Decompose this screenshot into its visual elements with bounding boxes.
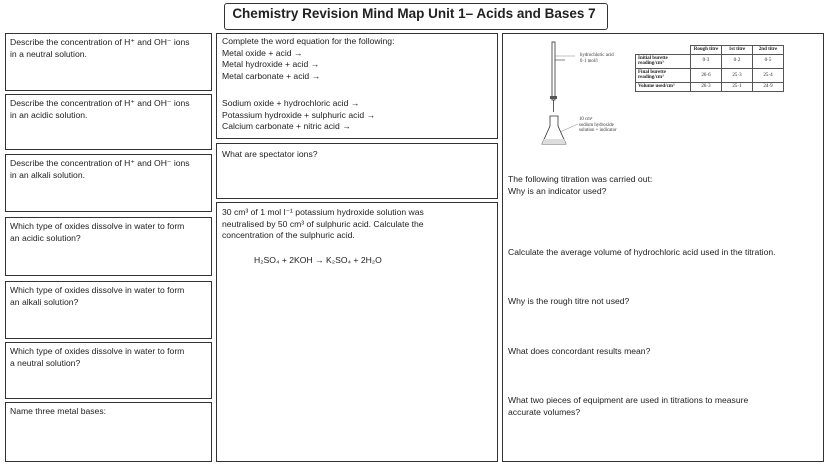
question-text: a neutral solution? <box>10 357 81 368</box>
table-cell: 0·3 <box>691 54 722 68</box>
spectator-ions-box <box>216 143 498 199</box>
question-text: an alkali solution? <box>10 296 79 307</box>
calculation-text: concentration of the sulphuric acid. <box>222 230 355 240</box>
calculation-text: 30 cm³ of 1 mol l⁻¹ potassium hydroxide solution was <box>222 207 424 217</box>
table-cell: 26·6 <box>691 68 722 82</box>
word-equation-line: Metal oxide + acid → <box>222 47 303 58</box>
table-cell: 0·5 <box>753 54 784 68</box>
titration-question: accurate volumes? <box>508 406 581 417</box>
titration-question: The following titration was carried out: <box>508 174 653 184</box>
question-box-acidic-ions <box>5 94 212 150</box>
question-text: in an acidic solution. <box>10 109 88 120</box>
table-row <box>636 68 784 82</box>
word-equation-line: Metal hydroxide + acid → <box>222 59 320 69</box>
question-text: in a neutral solution. <box>10 48 87 59</box>
question-text: Describe the concentration of H⁺ and OH⁻ ions <box>10 98 190 108</box>
titration-question: Why is an indicator used? <box>508 185 607 196</box>
row-header: Initial burette reading/cm³ <box>636 54 691 68</box>
spectator-question: What are spectator ions? <box>222 149 318 159</box>
question-text: Name three metal bases: <box>10 406 107 416</box>
question-text: Which type of oxides dissolve in water to form <box>10 346 185 356</box>
table-row <box>636 82 784 91</box>
row-header: Final burette reading/cm³ <box>636 68 691 82</box>
word-equations-heading: Complete the word equation for the following: <box>222 36 395 46</box>
question-box-alkali-oxides <box>5 281 212 339</box>
table-cell: 24·9 <box>753 82 784 91</box>
table-cell: 0·2 <box>722 54 753 68</box>
burette-tap <box>550 96 557 99</box>
question-box-alkali-ions <box>5 154 212 212</box>
question-text: in an alkali solution. <box>10 169 86 180</box>
titration-question: Calculate the average volume of hydrochloric acid used in the titration. <box>508 247 776 257</box>
flask-label: solution + indicator <box>579 128 617 134</box>
question-box-metal-bases <box>5 402 212 462</box>
flask-label: sodium hydroxide <box>579 122 614 128</box>
word-equation-line: Potassium hydroxide + sulphuric acid → <box>222 109 376 120</box>
calculation-box <box>216 202 498 462</box>
titration-question: What does concordant results mean? <box>508 346 651 356</box>
table-cell: 25·3 <box>722 68 753 82</box>
question-box-acidic-oxides <box>5 217 212 276</box>
titration-question: Why is the rough titre not used? <box>508 296 630 306</box>
page-title: Chemistry Revision Mind Map Unit 1– Acids and Bases 7 <box>232 6 596 21</box>
chemical-equation: H₂SO₄ + 2KOH → K₂SO₄ + 2H₂O <box>254 255 382 265</box>
table-row <box>636 54 784 68</box>
word-equation-line: Metal carbonate + acid → <box>222 70 321 81</box>
calculation-text: neutralised by 50 cm³ of sulphuric acid. Calculate the <box>222 218 424 229</box>
word-equation-line: Sodium oxide + hydrochloric acid → <box>222 98 360 108</box>
table-cell: 25·4 <box>753 68 784 82</box>
column-header: Rough titre <box>691 46 722 55</box>
burette-label: 0·1 mol/l <box>580 58 598 64</box>
flask-leader-line <box>560 124 578 132</box>
question-box-neutral-ions <box>5 33 212 91</box>
word-equation-line: Calcium carbonate + nitric acid → <box>222 121 351 131</box>
column-header: 1st titre <box>722 46 753 55</box>
flask-label: 10 cm³ <box>579 117 593 122</box>
row-header: Volume used/cm³ <box>636 82 691 91</box>
table-cell: 25·1 <box>722 82 753 91</box>
titration-results-table <box>635 45 784 92</box>
question-text: Describe the concentration of H⁺ and OH⁻ ions <box>10 37 190 47</box>
question-text: Which type of oxides dissolve in water to form <box>10 285 185 295</box>
question-box-neutral-oxides <box>5 342 212 399</box>
burette-label: hydrochloric acid <box>580 53 614 58</box>
burette <box>552 42 555 100</box>
table-cell: 26·3 <box>691 82 722 91</box>
column-header: 2nd titre <box>753 46 784 55</box>
question-text: Describe the concentration of H⁺ and OH⁻ ions <box>10 158 190 168</box>
question-text: an acidic solution? <box>10 232 81 243</box>
word-equations-box <box>216 33 498 139</box>
titration-question: What two pieces of equipment are used in titrations to measure <box>508 395 749 405</box>
question-text: Which type of oxides dissolve in water to form <box>10 221 185 231</box>
table-header-row <box>636 46 784 55</box>
flask-liquid <box>542 139 566 144</box>
